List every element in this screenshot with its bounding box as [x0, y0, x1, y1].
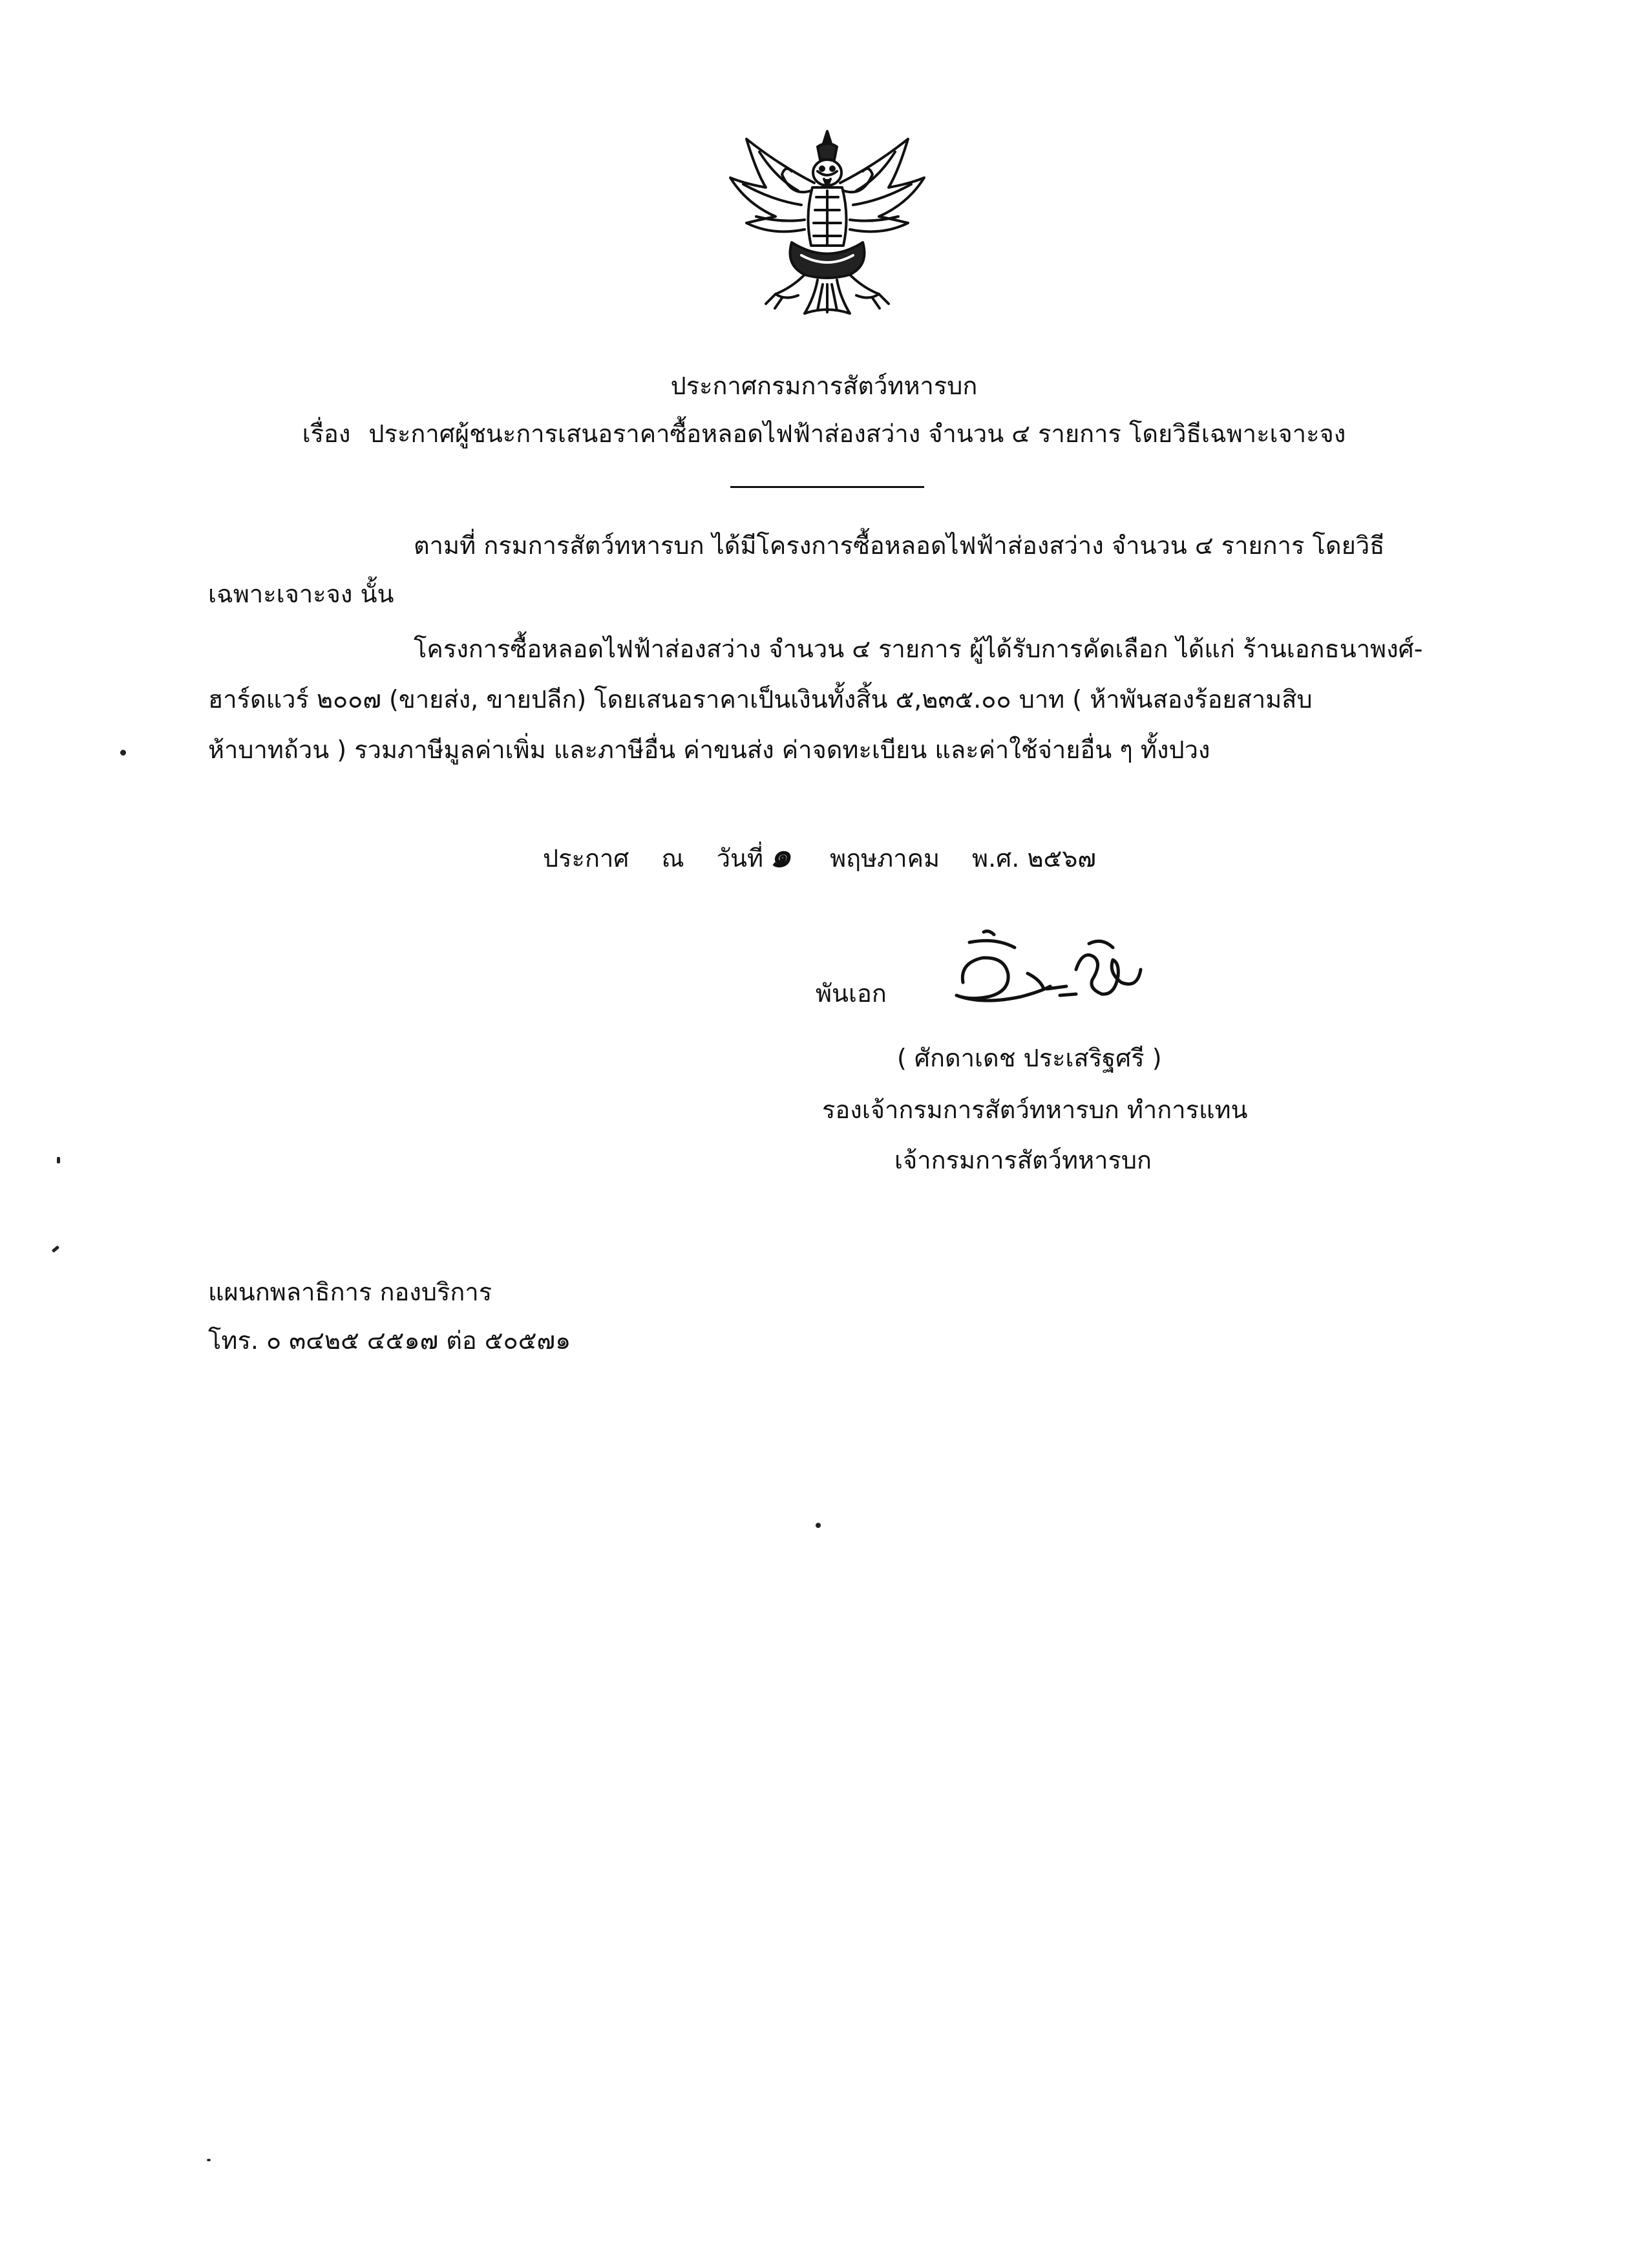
subject-text: ประกาศผู้ชนะการเสนอราคาซื้อหลอดไฟฟ้าส่องสว่าง จำนวน ๔ รายการ โดยวิธีเฉพาะเจาะจง — [368, 419, 1346, 448]
paragraph2-line3: ห้าบาทถ้วน ) รวมภาษีมูลค่าเพิ่ม และภาษีอื่น ค่าขนส่ง ค่าจดทะเบียน และค่าใช้จ่ายอื่น ๆ ทั้งปวง — [208, 736, 1210, 764]
signer-position-line2: เจ้ากรมการสัตว์ทหารบก — [894, 1146, 1152, 1174]
announce-word: ประกาศ — [543, 844, 629, 873]
announce-day-label: วันที่ — [716, 844, 764, 873]
subject-label: เรื่อง — [302, 419, 351, 448]
paragraph2-line2: ฮาร์ดแวร์ ๒๐๐๗ (ขายส่ง, ขายปลีก) โดยเสนอราคาเป็นเงินทั้งสิ้น ๕,๒๓๕.๐๐ บาท ( ห้าพันสองร้อยสามสิบ — [208, 685, 1313, 714]
announce-month: พฤษภาคม — [830, 844, 940, 873]
announcement-subject — [0, 421, 1648, 446]
scan-speck — [816, 1523, 821, 1528]
announcement-date — [543, 836, 1096, 875]
scan-speck — [57, 1157, 60, 1163]
paragraph1-line2: เฉพาะเจาะจง นั้น — [208, 580, 394, 608]
scan-speck — [52, 1245, 59, 1253]
office-name: แผนกพลาธิการ กองบริการ — [208, 1278, 492, 1306]
title-divider — [730, 486, 924, 488]
scan-speck — [207, 2159, 211, 2161]
paragraph1-line1: ตามที่ กรมการสัตว์ทหารบก ได้มีโครงการซื้อหลอดไฟฟ้าส่องสว่าง จำนวน ๔ รายการ โดยวิธี — [414, 531, 1385, 560]
office-phone: โทร. ๐ ๓๔๒๕ ๔๕๑๗ ต่อ ๕๐๕๗๑ — [208, 1326, 571, 1355]
announce-at: ณ — [661, 844, 684, 873]
announcement-title: ประกาศกรมการสัตว์ทหารบก — [670, 372, 978, 400]
announce-year: พ.ศ. ๒๕๖๗ — [972, 844, 1096, 873]
paragraph2-line1: โครงการซื้อหลอดไฟฟ้าส่องสว่าง จำนวน ๔ รายการ ผู้ได้รับการคัดเลือก ได้แก่ ร้านเอกธนาพงศ์- — [414, 635, 1423, 663]
signature-icon — [944, 924, 1150, 1034]
signer-name: ( ศักดาเดช ประเสริฐศรี ) — [897, 1044, 1162, 1072]
signer-rank: พันเอก — [816, 979, 887, 1008]
signer-position-line1: รองเจ้ากรมการสัตว์ทหารบก ทำการแทน — [822, 1096, 1248, 1124]
garuda-emblem-icon — [721, 126, 934, 320]
announce-day: ๑ — [770, 836, 792, 875]
scan-speck — [120, 750, 126, 756]
